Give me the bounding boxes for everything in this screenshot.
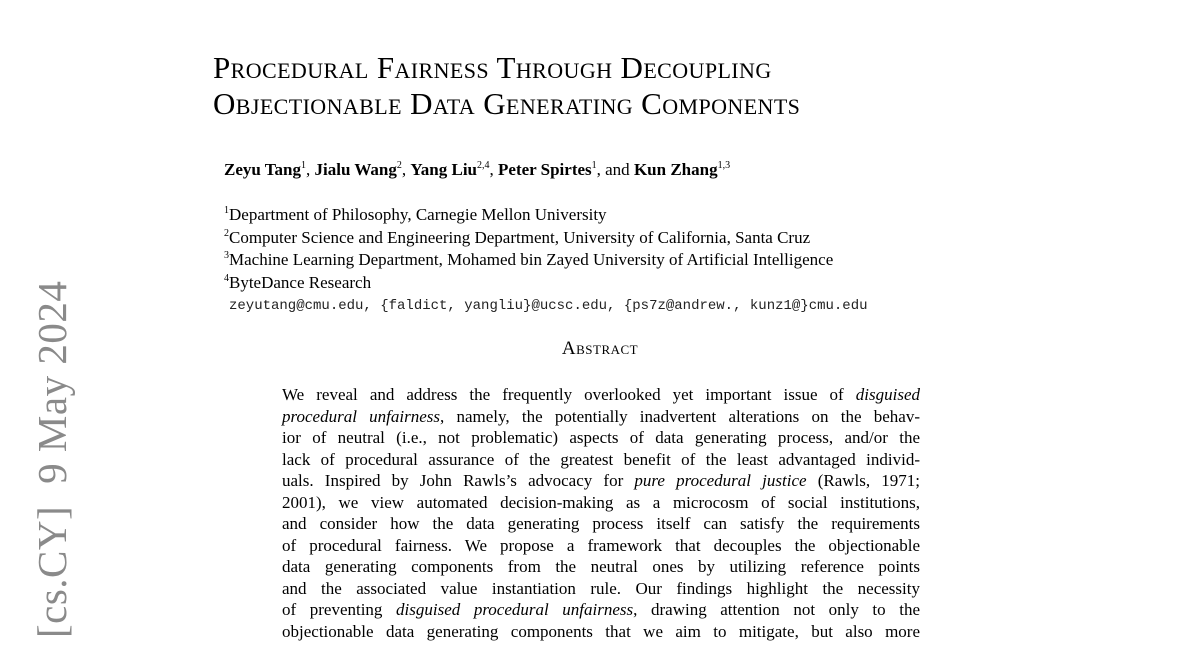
author-affil-mark: 1,3 — [717, 160, 731, 171]
affiliation-item: $^3$Machine Learning Department, Mohamed bin Zayed University of Artificial Intelligence — [224, 250, 834, 269]
author-name: Jialu Wang — [314, 160, 397, 179]
author-name: Yang Liu — [410, 160, 478, 179]
title-line-2: Objectionable Data Generating Components — [213, 86, 801, 121]
paper-title — [213, 50, 1033, 122]
abstract-line: of preventing disguised procedural unfairness, drawing attention not only to the — [282, 600, 920, 619]
affiliation-item: $^2$Computer Science and Engineering Department, University of California, Santa Cruz — [224, 227, 811, 247]
abstract-line: ior of neutral (i.e., not problematic) aspects of data generating process, and/or the — [282, 428, 920, 447]
title-line-1: Procedural Fairness Through Decoupling — [213, 50, 772, 85]
author-name: Kun Zhang — [633, 160, 718, 179]
abstract-body — [282, 384, 920, 642]
abstract-line: and the associated value instantiation rule. Our findings highlight the necessity — [282, 578, 920, 598]
affiliation-list — [224, 204, 833, 294]
author-affil-mark: 2 — [396, 160, 402, 171]
abstract-line: data generating components from the neutral ones by utilizing reference points — [282, 557, 920, 576]
abstract-line: and consider how the data generating process itself can satisfy the requirements — [282, 514, 920, 533]
author-affil-mark: 1 — [301, 160, 307, 171]
abstract-line: 2001), we view automated decision-making as a microcosm of social institutions, — [282, 492, 920, 512]
abstract-line: lack of procedural assurance of the greatest benefit of the least advantaged individ- — [282, 449, 920, 469]
arxiv-category: [cs.CY] — [29, 505, 75, 638]
author-affil-mark: 1 — [591, 160, 597, 171]
abstract-line: of procedural fairness. We propose a framework that decouples the objectionable — [282, 535, 920, 555]
arxiv-date: 9 May 2024 — [29, 280, 75, 484]
affiliation-item: $^1$Department of Philosophy, Carnegie Mellon University — [224, 205, 607, 224]
author-name: Peter Spirtes — [498, 160, 592, 179]
author-emails: zeyutang@cmu.edu, {faldict, yangliu}@ucsc.edu, {ps7z@andrew., kunz1@}cmu.edu — [229, 298, 868, 314]
author-list: Zeyu Tang$^1$, Jialu Wang$^2$, Yang Liu$^{2,4}$, Peter Spirtes$^1$, and Kun Zhang$^{1,3}$ — [224, 160, 731, 179]
author-name: Zeyu Tang — [224, 160, 302, 179]
affiliation-item: $^4$ByteDance Research — [224, 272, 372, 292]
arxiv-stamp — [28, 281, 76, 638]
abstract-line: objectionable data generating components that we aim to mitigate, but also more — [282, 621, 920, 641]
author-affil-mark: 2,4 — [477, 160, 490, 171]
abstract-heading: Abstract — [561, 338, 639, 359]
abstract-line: uals. Inspired by John Rawls’s advocacy for pure procedural justice (Rawls, 1971; — [282, 471, 920, 490]
abstract-line: We reveal and address the frequently overlooked yet important issue of disguised — [282, 385, 920, 404]
abstract-line: procedural unfairness, namely, the potentially inadvertent alterations on the behav- — [282, 406, 920, 426]
